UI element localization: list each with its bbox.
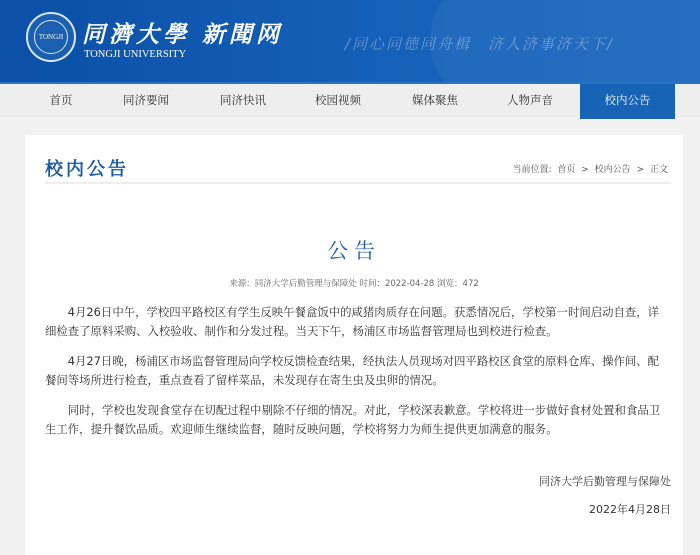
breadcrumb-home[interactable]: 首页 — [557, 165, 576, 175]
nav-media-focus[interactable]: 媒体聚焦 — [412, 93, 458, 107]
paragraph: 4月27日晚，杨浦区市场监督管理局向学校反馈检查结果，经执法人员现场对四平路校区食堂的原料仓库、操作间、配餐间等场所进行检查，重点查看了留样菜品，未发现存在寄生虫及虫卵的情况。 — [45, 354, 660, 387]
site-name-en: TONGJI UNIVERSITY — [84, 49, 187, 60]
divider — [45, 182, 671, 184]
university-logo[interactable] — [26, 12, 76, 62]
nav-campus-notices[interactable]: 校内公告 — [580, 84, 675, 119]
section-title: 校内公告 — [45, 159, 129, 180]
site-header — [0, 0, 700, 82]
nav-home[interactable]: 首页 — [49, 93, 73, 107]
article-meta: 来源：同济大学后勤管理与保障处 时间：2022-04-28 浏览：472 — [229, 279, 479, 289]
breadcrumb-notices[interactable]: 校内公告 — [594, 165, 631, 175]
nav-tongji-express[interactable]: 同济快讯 — [220, 93, 266, 107]
article-body — [45, 303, 670, 450]
article-date: 2022年4月28日 — [589, 503, 671, 516]
breadcrumb-separator: > — [581, 165, 589, 175]
nav-people-voices[interactable]: 人物声音 — [507, 93, 553, 107]
main-nav — [0, 82, 700, 117]
paragraph: 同时，学校也发现食堂存在切配过程中剔除不仔细的情况。对此，学校深表歉意。学校将进一步做好食材处置和食品卫生工作，提升餐饮品质。欢迎师生继续监督，随时反映问题，学校将努力为师生提供更加满意的服务。 — [45, 403, 661, 436]
logo-emblem-icon: TONGJI — [34, 20, 68, 54]
site-name[interactable]: 同濟大學 新聞网 — [82, 21, 284, 48]
breadcrumb — [512, 162, 671, 175]
paragraph: 4月26日中午，学校四平路校区有学生反映午餐盒饭中的咸猪肉质存在问题。获悉情况后，学校第一时间启动自查，详细检查了原料采购、入校验收、制作和分发过程。当天下午，杨浦区市场监督管理局也到校进行检查。 — [45, 305, 660, 338]
breadcrumb-prefix: 当前位置: — [512, 165, 552, 175]
slogan: /同心同德同舟楫 济人济事济天下/ — [345, 35, 615, 53]
nav-tongji-news[interactable]: 同济要闻 — [123, 93, 169, 107]
nav-campus-video[interactable]: 校园视频 — [315, 93, 361, 107]
content-card — [25, 135, 683, 555]
breadcrumb-separator: > — [636, 165, 645, 175]
article-title: 公告 — [327, 239, 381, 263]
article-signature: 同济大学后勤管理与保障处 — [539, 475, 671, 488]
breadcrumb-current: 正文 — [649, 165, 668, 175]
